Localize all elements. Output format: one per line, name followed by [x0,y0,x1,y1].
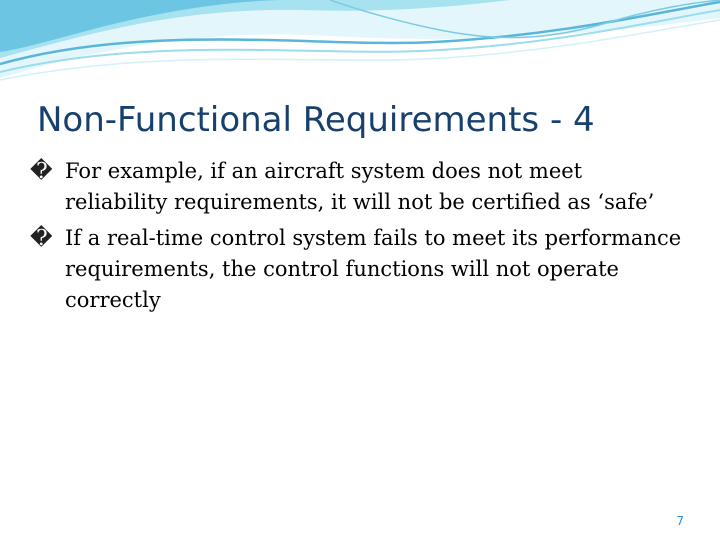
bullet-item-1 [30,156,690,218]
bullet-list [30,156,690,321]
slide-title: Non-Functional Requirements - 4 [37,100,595,140]
bullet-icon: � [30,159,53,184]
bullet-item-2 [30,223,690,316]
bullet-text: If a real-time control system fails to meet its performance requirements, the control functions will not operate correctly [65,226,682,312]
bullet-text: For example, if an aircraft system does not meet reliability requirements, it will not be certified as ‘safe’ [65,159,655,214]
bullet-icon: � [30,226,53,251]
header-wave-decoration [0,0,720,90]
page-number: 7 [676,514,684,528]
